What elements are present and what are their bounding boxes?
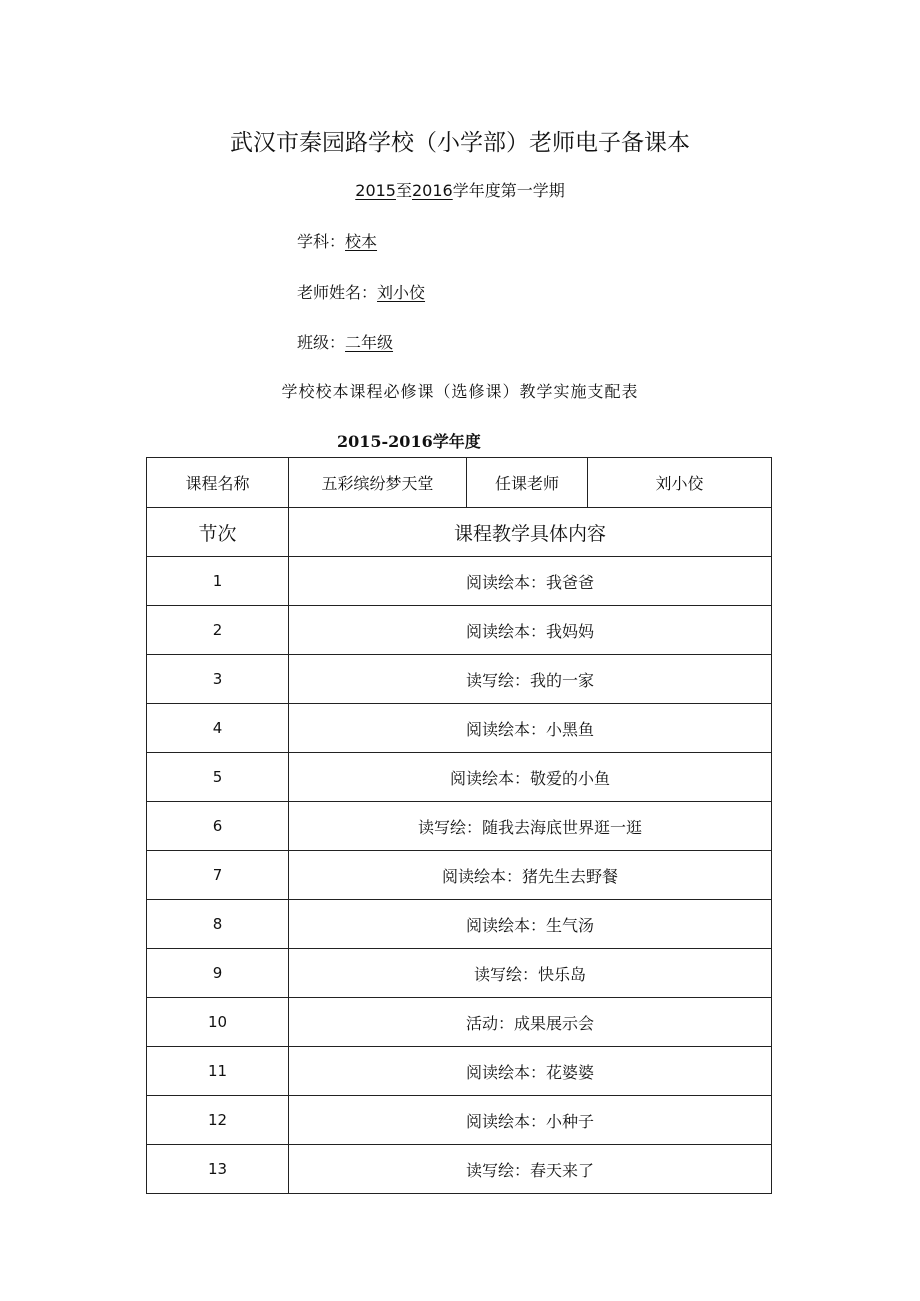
session-content: 阅读绘本：小黑鱼 [289, 704, 772, 753]
table-row [147, 1145, 772, 1194]
teacher-label: 任课老师 [467, 458, 588, 508]
table-subtitle: 学校校本课程必修课（选修课）教学实施支配表 [281, 382, 639, 401]
term-end-year: 2016 [412, 181, 453, 200]
document-title: 武汉市秦园路学校（小学部）老师电子备课本 [230, 130, 690, 156]
table-row [147, 949, 772, 998]
teacher-value: 刘小佼 [588, 458, 772, 508]
table-row [147, 655, 772, 704]
term-to: 至 [395, 181, 412, 200]
session-content: 读写绘：随我去海底世界逛一逛 [289, 802, 772, 851]
table-row [147, 802, 772, 851]
table-row [147, 753, 772, 802]
course-name-value: 五彩缤纷梦天堂 [289, 458, 467, 508]
course-name-label: 课程名称 [147, 458, 289, 508]
subject-value: 校本 [345, 232, 378, 251]
column-header-row [147, 508, 772, 557]
session-content: 活动：成果展示会 [289, 998, 772, 1047]
session-number: 9 [147, 949, 289, 998]
table-row [147, 704, 772, 753]
session-content: 读写绘：快乐岛 [289, 949, 772, 998]
session-number: 7 [147, 851, 289, 900]
term-line [0, 178, 920, 201]
session-content: 阅读绘本：小种子 [289, 1096, 772, 1145]
teacher-name-value: 刘小佼 [377, 283, 426, 302]
year-heading: 2015-2016学年度 [337, 432, 481, 451]
session-header: 节次 [147, 508, 289, 557]
session-content: 阅读绘本：生气汤 [289, 900, 772, 949]
session-number: 11 [147, 1047, 289, 1096]
class-value: 二年级 [345, 333, 394, 352]
table-row [147, 900, 772, 949]
session-content: 读写绘：春天来了 [289, 1145, 772, 1194]
session-number: 6 [147, 802, 289, 851]
session-number: 3 [147, 655, 289, 704]
session-content: 阅读绘本：猪先生去野餐 [289, 851, 772, 900]
table-row [147, 851, 772, 900]
session-content: 阅读绘本：我妈妈 [289, 606, 772, 655]
session-content: 阅读绘本：敬爱的小鱼 [289, 753, 772, 802]
content-header: 课程教学具体内容 [289, 508, 772, 557]
class-label: 班级： [297, 333, 346, 352]
session-content: 阅读绘本：花婆婆 [289, 1047, 772, 1096]
session-number: 5 [147, 753, 289, 802]
course-schedule-table [146, 457, 772, 1194]
session-content: 阅读绘本：我爸爸 [289, 557, 772, 606]
class-field [297, 330, 393, 353]
subject-field [297, 229, 377, 252]
session-content: 读写绘：我的一家 [289, 655, 772, 704]
session-number: 2 [147, 606, 289, 655]
session-number: 13 [147, 1145, 289, 1194]
term-start-year: 2015 [355, 181, 396, 200]
course-info-row [147, 458, 772, 508]
session-number: 10 [147, 998, 289, 1047]
table-row [147, 557, 772, 606]
session-number: 1 [147, 557, 289, 606]
term-suffix: 学年度第一学期 [452, 181, 565, 200]
table-row [147, 998, 772, 1047]
teacher-name-label: 老师姓名： [297, 283, 378, 302]
session-number: 8 [147, 900, 289, 949]
session-number: 12 [147, 1096, 289, 1145]
table-row [147, 1047, 772, 1096]
subject-label: 学科： [297, 232, 346, 251]
table-row [147, 1096, 772, 1145]
session-number: 4 [147, 704, 289, 753]
teacher-name-field [297, 280, 425, 303]
table-row [147, 606, 772, 655]
